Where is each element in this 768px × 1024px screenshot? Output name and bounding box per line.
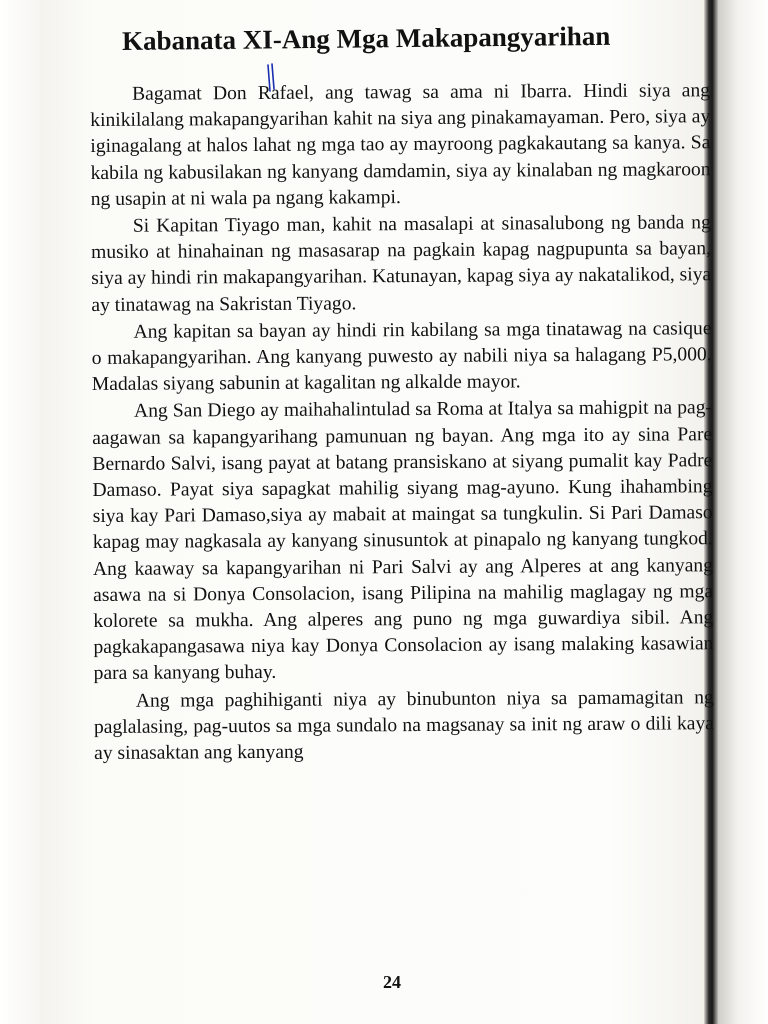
chapter-title: Kabanata XI-Ang Mga Makapangyarihan: [121, 20, 611, 56]
paragraph: Bagamat Don Rafael, ang tawag sa ama ni Ibarra. Hindi siya ang kinikilalang makapangyarihan kahit na siya ang pinakamayaman. Pero, siya ay iginagalang at halos lahat ng mga tao ay mayroong pagkakautang sa kanya. Sa kabila ng kabusilakan ng kanyang damdamin, siya ay kinalaban ng magkaroon ng usapin at ni wala pa ngang kakampi.: [90, 80, 711, 210]
paragraph: Ang kapitan sa bayan ay hindi rin kabilang sa mga tinatawag na casique o makapangyarihan. Ang kanyang puwesto ay nabili niya sa halagang P5,000. Madalas siyang sabunin at kagalitan ng alkalde mayor.: [91, 318, 712, 396]
right-margin: [718, 0, 768, 1024]
paragraph: Si Kapitan Tiyago man, kahit na masalapi at sinasalubong ng banda ng musiko at hinahainan ng masasarap na pagkain kapag nagpupunta sa bayan, siya ay hindi rin makapangyarihan. Katunayan, kapag siya ay nakatalikod, siya ay tinatawag na Sakristan Tiyago.: [90, 212, 712, 316]
page-number: 24: [383, 972, 401, 992]
body-text: [90, 78, 714, 768]
paragraph: Ang San Diego ay maihahalintulad sa Roma at Italya sa mahigpit na pag-aagawan sa kapangyarihang pamunuan ng bayan. Ang mga ito ay sina Pare Bernardo Salvi, isang payat at batang pransiskano at siyang pumalit kay Padre Damaso. Payat siya sapagkat mahilig siyang mag-ayuno. Kung ihahambing siya kay Pari Damaso,siya ay mabait at maingat sa tungkulin. Si Pari Damaso kapag may nagkasala ay kanyang sinusuntok at pinapalo ng kanyang tungkod. Ang kaaway sa kapangyarihan ni Pari Salvi ay ang Alperes at ang kanyang asawa na si Donya Consolacion, isang Pilipina na mahilig maglagay ng mga kolorete sa mukha. Ang alperes ang puno ng mga guwardiya sibil. Ang pagkakapangasawa niya kay Donya Consolacion ay isang malaking kasawian para sa kanyang buhay.: [92, 397, 714, 685]
paragraph: Ang mga paghihiganti niya ay binubunton niya sa pamamagitan ng paglalasing, pag-uutos sa mga sundalo na magsanay sa init ng araw o dili kaya ay sinasaktan ang kanyang: [93, 686, 714, 765]
